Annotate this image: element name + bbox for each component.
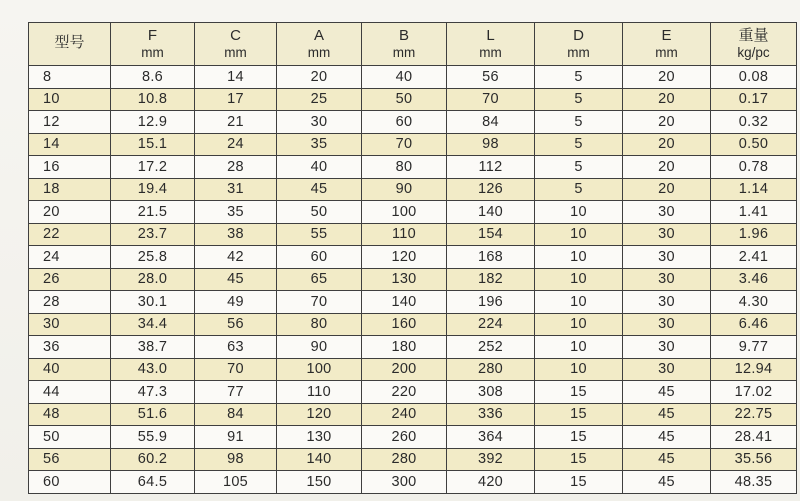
cell-f: 60.2 <box>111 448 195 471</box>
cell-weight: 12.94 <box>711 358 797 381</box>
cell-l: 168 <box>447 246 535 269</box>
cell-c: 49 <box>195 291 277 314</box>
cell-e: 45 <box>623 471 711 494</box>
cell-type: 60 <box>29 471 111 494</box>
header-f-unit: mm <box>141 45 164 61</box>
cell-type: 26 <box>29 268 111 291</box>
cell-e: 45 <box>623 403 711 426</box>
cell-e: 20 <box>623 66 711 89</box>
cell-d: 15 <box>535 381 623 404</box>
cell-l: 140 <box>447 201 535 224</box>
dimension-table <box>28 22 797 494</box>
cell-c: 31 <box>195 178 277 201</box>
header-d-unit: mm <box>567 45 590 61</box>
cell-c: 38 <box>195 223 277 246</box>
cell-a: 140 <box>277 448 362 471</box>
cell-a: 35 <box>277 133 362 156</box>
cell-l: 224 <box>447 313 535 336</box>
cell-l: 56 <box>447 66 535 89</box>
cell-e: 30 <box>623 336 711 359</box>
cell-weight: 0.50 <box>711 133 797 156</box>
header-e-label: E <box>661 27 672 45</box>
cell-type: 24 <box>29 246 111 269</box>
table-row <box>29 313 797 336</box>
cell-d: 5 <box>535 111 623 134</box>
cell-b: 40 <box>362 66 447 89</box>
cell-type: 22 <box>29 223 111 246</box>
table-row <box>29 426 797 449</box>
cell-a: 70 <box>277 291 362 314</box>
cell-c: 56 <box>195 313 277 336</box>
cell-type: 48 <box>29 403 111 426</box>
cell-a: 100 <box>277 358 362 381</box>
header-f <box>111 23 195 66</box>
cell-l: 280 <box>447 358 535 381</box>
cell-c: 63 <box>195 336 277 359</box>
cell-d: 10 <box>535 268 623 291</box>
cell-weight: 2.41 <box>711 246 797 269</box>
cell-type: 56 <box>29 448 111 471</box>
cell-weight: 0.78 <box>711 156 797 179</box>
cell-e: 45 <box>623 381 711 404</box>
cell-c: 84 <box>195 403 277 426</box>
cell-c: 98 <box>195 448 277 471</box>
cell-e: 30 <box>623 291 711 314</box>
cell-b: 90 <box>362 178 447 201</box>
cell-b: 100 <box>362 201 447 224</box>
table-row <box>29 246 797 269</box>
header-b <box>362 23 447 66</box>
cell-weight: 35.56 <box>711 448 797 471</box>
cell-f: 23.7 <box>111 223 195 246</box>
header-a <box>277 23 362 66</box>
cell-a: 30 <box>277 111 362 134</box>
header-b-label: B <box>398 27 409 45</box>
table-row <box>29 88 797 111</box>
cell-l: 308 <box>447 381 535 404</box>
cell-weight: 0.08 <box>711 66 797 89</box>
cell-f: 30.1 <box>111 291 195 314</box>
header-d <box>535 23 623 66</box>
cell-b: 180 <box>362 336 447 359</box>
cell-type: 50 <box>29 426 111 449</box>
cell-e: 20 <box>623 156 711 179</box>
cell-a: 60 <box>277 246 362 269</box>
cell-e: 20 <box>623 133 711 156</box>
header-l-label: L <box>486 27 495 45</box>
table-row <box>29 66 797 89</box>
cell-weight: 3.46 <box>711 268 797 291</box>
cell-f: 34.4 <box>111 313 195 336</box>
cell-f: 19.4 <box>111 178 195 201</box>
table-row <box>29 291 797 314</box>
cell-a: 55 <box>277 223 362 246</box>
cell-l: 392 <box>447 448 535 471</box>
header-type <box>29 23 111 66</box>
cell-a: 65 <box>277 268 362 291</box>
cell-l: 196 <box>447 291 535 314</box>
cell-d: 5 <box>535 178 623 201</box>
cell-c: 28 <box>195 156 277 179</box>
header-l <box>447 23 535 66</box>
cell-c: 105 <box>195 471 277 494</box>
cell-e: 45 <box>623 426 711 449</box>
header-c-label: C <box>230 27 241 45</box>
header-type-label: 型号 <box>54 34 85 51</box>
cell-b: 240 <box>362 403 447 426</box>
cell-b: 60 <box>362 111 447 134</box>
cell-a: 150 <box>277 471 362 494</box>
cell-c: 42 <box>195 246 277 269</box>
cell-weight: 17.02 <box>711 381 797 404</box>
cell-c: 77 <box>195 381 277 404</box>
header-a-label: A <box>313 27 324 45</box>
cell-f: 15.1 <box>111 133 195 156</box>
cell-type: 36 <box>29 336 111 359</box>
cell-d: 10 <box>535 313 623 336</box>
cell-a: 90 <box>277 336 362 359</box>
header-c-unit: mm <box>224 45 247 61</box>
cell-f: 64.5 <box>111 471 195 494</box>
cell-type: 40 <box>29 358 111 381</box>
cell-d: 5 <box>535 156 623 179</box>
cell-type: 28 <box>29 291 111 314</box>
cell-weight: 4.30 <box>711 291 797 314</box>
cell-d: 15 <box>535 471 623 494</box>
cell-l: 126 <box>447 178 535 201</box>
cell-b: 220 <box>362 381 447 404</box>
cell-f: 43.0 <box>111 358 195 381</box>
cell-e: 20 <box>623 178 711 201</box>
cell-c: 35 <box>195 201 277 224</box>
cell-d: 15 <box>535 403 623 426</box>
cell-d: 10 <box>535 223 623 246</box>
cell-e: 20 <box>623 88 711 111</box>
cell-type: 10 <box>29 88 111 111</box>
cell-weight: 48.35 <box>711 471 797 494</box>
cell-c: 17 <box>195 88 277 111</box>
cell-e: 45 <box>623 448 711 471</box>
table-row <box>29 178 797 201</box>
cell-a: 20 <box>277 66 362 89</box>
cell-f: 21.5 <box>111 201 195 224</box>
cell-c: 21 <box>195 111 277 134</box>
cell-b: 70 <box>362 133 447 156</box>
cell-b: 200 <box>362 358 447 381</box>
cell-d: 10 <box>535 358 623 381</box>
cell-type: 16 <box>29 156 111 179</box>
header-b-unit: mm <box>392 45 416 61</box>
header-weight-label: 重量 <box>738 27 769 45</box>
table-row <box>29 471 797 494</box>
cell-b: 140 <box>362 291 447 314</box>
cell-d: 5 <box>535 133 623 156</box>
cell-type: 14 <box>29 133 111 156</box>
cell-l: 154 <box>447 223 535 246</box>
cell-b: 80 <box>362 156 447 179</box>
cell-l: 252 <box>447 336 535 359</box>
cell-weight: 1.41 <box>711 201 797 224</box>
header-d-label: D <box>573 27 584 45</box>
cell-a: 40 <box>277 156 362 179</box>
cell-d: 15 <box>535 448 623 471</box>
cell-f: 47.3 <box>111 381 195 404</box>
table-body <box>29 66 797 494</box>
cell-weight: 1.14 <box>711 178 797 201</box>
cell-f: 25.8 <box>111 246 195 269</box>
cell-e: 30 <box>623 358 711 381</box>
cell-d: 15 <box>535 426 623 449</box>
table-row <box>29 448 797 471</box>
cell-type: 44 <box>29 381 111 404</box>
table-row <box>29 403 797 426</box>
cell-a: 130 <box>277 426 362 449</box>
cell-type: 18 <box>29 178 111 201</box>
cell-c: 45 <box>195 268 277 291</box>
cell-b: 160 <box>362 313 447 336</box>
cell-type: 20 <box>29 201 111 224</box>
cell-f: 38.7 <box>111 336 195 359</box>
cell-c: 24 <box>195 133 277 156</box>
cell-d: 5 <box>535 66 623 89</box>
header-weight-unit: kg/pc <box>737 45 770 61</box>
table-row <box>29 223 797 246</box>
cell-l: 84 <box>447 111 535 134</box>
cell-e: 30 <box>623 201 711 224</box>
cell-b: 130 <box>362 268 447 291</box>
cell-e: 20 <box>623 111 711 134</box>
cell-weight: 0.32 <box>711 111 797 134</box>
cell-b: 120 <box>362 246 447 269</box>
cell-a: 110 <box>277 381 362 404</box>
cell-l: 70 <box>447 88 535 111</box>
cell-l: 420 <box>447 471 535 494</box>
cell-weight: 1.96 <box>711 223 797 246</box>
table-header-row <box>29 23 797 66</box>
cell-e: 30 <box>623 268 711 291</box>
table-row <box>29 201 797 224</box>
header-e <box>623 23 711 66</box>
cell-d: 10 <box>535 336 623 359</box>
cell-a: 120 <box>277 403 362 426</box>
cell-l: 98 <box>447 133 535 156</box>
header-f-label: F <box>147 27 158 45</box>
cell-d: 5 <box>535 88 623 111</box>
cell-c: 70 <box>195 358 277 381</box>
cell-d: 10 <box>535 291 623 314</box>
table-row <box>29 358 797 381</box>
cell-f: 10.8 <box>111 88 195 111</box>
cell-l: 364 <box>447 426 535 449</box>
cell-l: 182 <box>447 268 535 291</box>
cell-b: 260 <box>362 426 447 449</box>
cell-f: 51.6 <box>111 403 195 426</box>
cell-l: 336 <box>447 403 535 426</box>
header-c <box>195 23 277 66</box>
cell-f: 8.6 <box>111 66 195 89</box>
cell-e: 30 <box>623 313 711 336</box>
table-row <box>29 133 797 156</box>
cell-c: 14 <box>195 66 277 89</box>
cell-l: 112 <box>447 156 535 179</box>
cell-d: 10 <box>535 201 623 224</box>
cell-weight: 0.17 <box>711 88 797 111</box>
cell-weight: 28.41 <box>711 426 797 449</box>
cell-d: 10 <box>535 246 623 269</box>
cell-c: 91 <box>195 426 277 449</box>
cell-type: 12 <box>29 111 111 134</box>
table-row <box>29 156 797 179</box>
header-weight <box>711 23 797 66</box>
cell-weight: 22.75 <box>711 403 797 426</box>
cell-type: 8 <box>29 66 111 89</box>
cell-b: 50 <box>362 88 447 111</box>
header-l-unit: mm <box>479 45 502 61</box>
cell-weight: 6.46 <box>711 313 797 336</box>
cell-f: 12.9 <box>111 111 195 134</box>
header-e-unit: mm <box>655 45 678 61</box>
cell-b: 280 <box>362 448 447 471</box>
cell-a: 25 <box>277 88 362 111</box>
cell-a: 50 <box>277 201 362 224</box>
cell-f: 17.2 <box>111 156 195 179</box>
cell-e: 30 <box>623 246 711 269</box>
cell-e: 30 <box>623 223 711 246</box>
header-a-unit: mm <box>307 45 331 61</box>
cell-b: 300 <box>362 471 447 494</box>
cell-type: 30 <box>29 313 111 336</box>
cell-weight: 9.77 <box>711 336 797 359</box>
cell-f: 55.9 <box>111 426 195 449</box>
table-row <box>29 268 797 291</box>
cell-f: 28.0 <box>111 268 195 291</box>
cell-a: 80 <box>277 313 362 336</box>
cell-a: 45 <box>277 178 362 201</box>
table-row <box>29 111 797 134</box>
table-row <box>29 381 797 404</box>
table-row <box>29 336 797 359</box>
cell-b: 110 <box>362 223 447 246</box>
